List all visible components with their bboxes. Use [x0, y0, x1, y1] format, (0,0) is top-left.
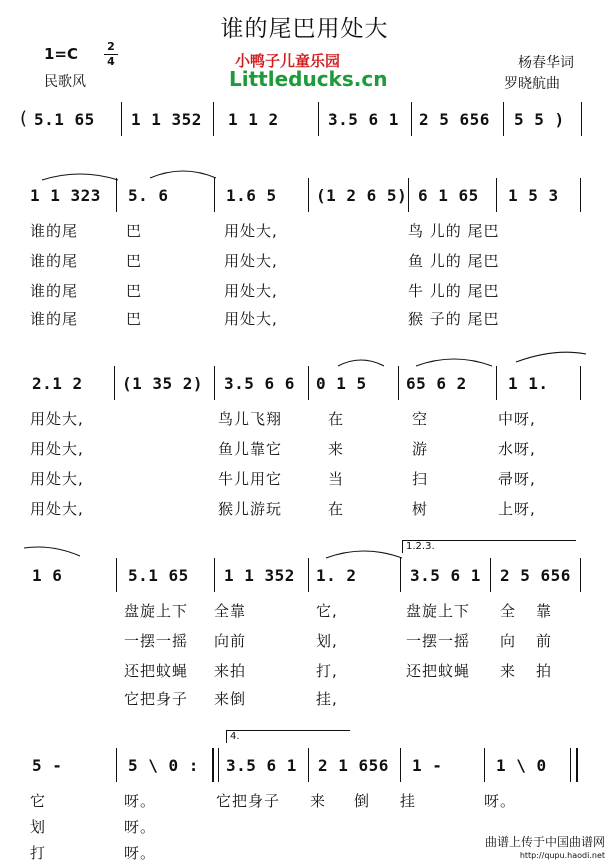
- measure-1: 1 1 323: [30, 186, 101, 205]
- lyric: 倒: [354, 792, 371, 810]
- lyric: 它,: [316, 602, 338, 620]
- watermark-url: Littleducks.cn: [229, 67, 388, 91]
- barline: [400, 558, 401, 592]
- measure-1: 1 6: [32, 566, 63, 585]
- measure-5: 3.5 6 1: [410, 566, 481, 585]
- lyric: 用处大,: [30, 500, 84, 518]
- barline: [581, 102, 582, 136]
- lyric: 鸟儿飞翔: [218, 410, 283, 428]
- barline: [214, 178, 215, 212]
- measure-6: 1 \ 0: [496, 756, 547, 775]
- lyric: 呀。: [124, 792, 157, 810]
- lyric: 用处大,: [224, 310, 278, 328]
- lyric: 盘旋上下: [124, 602, 189, 620]
- measure-6: 5 5 ): [514, 110, 565, 129]
- lyric: 水呀,: [498, 440, 536, 458]
- lyric: 打: [30, 844, 47, 862]
- lyric: 猴儿游玩: [218, 500, 283, 518]
- lyric: 一摆一摇: [124, 632, 189, 650]
- song-style: 民歌风: [44, 74, 86, 90]
- lyric: 它把身子: [216, 792, 281, 810]
- barline: [580, 178, 581, 212]
- footer-line-1: 曲谱上传于中国曲谱网: [484, 835, 605, 849]
- lyric: 来倒: [214, 690, 247, 708]
- slur: [22, 544, 82, 558]
- slur: [414, 354, 494, 368]
- lyric: 划: [30, 818, 47, 836]
- lyric: 划,: [316, 632, 338, 650]
- lyric: 谁的尾: [30, 222, 79, 240]
- lyric: 向: [500, 632, 517, 650]
- score-row-1: [18, 102, 590, 138]
- lyric: 它: [30, 792, 47, 810]
- barline: [114, 366, 115, 400]
- measure-3: 1 1 352: [224, 566, 295, 585]
- lyric: 鱼儿靠它: [218, 440, 283, 458]
- lyric: 向前: [214, 632, 247, 650]
- score-row-4: [18, 558, 590, 594]
- volta-4: 4.: [226, 730, 350, 743]
- barline: [213, 102, 214, 136]
- source-footer: [485, 836, 605, 862]
- lyric: 游: [412, 440, 429, 458]
- barline: [214, 366, 215, 400]
- lyric: 在: [328, 500, 345, 518]
- barline: [484, 748, 485, 782]
- lyric: 拍: [536, 662, 553, 680]
- barline: [496, 366, 497, 400]
- measure-4: 0 1 5: [316, 374, 367, 393]
- measure-5: 65 6 2: [406, 374, 467, 393]
- lyric: 来: [500, 662, 517, 680]
- final-barline: [576, 748, 578, 782]
- volta-1-2-3: 1.2.3.: [402, 540, 576, 553]
- time-signature: [104, 41, 118, 68]
- measure-2: (1 35 2): [122, 374, 204, 393]
- slur: [514, 350, 588, 364]
- lyric: 巴: [126, 310, 143, 328]
- lyric: 全靠: [214, 602, 247, 620]
- lyricist-credit: 杨春华词: [518, 55, 574, 71]
- barline: [308, 558, 309, 592]
- lyric: 牛儿用它: [218, 470, 283, 488]
- barline: [116, 558, 117, 592]
- measure-2: 5. 6: [128, 186, 169, 205]
- lyric: 还把蚊蝇: [406, 662, 471, 680]
- lyric: 靠: [536, 602, 553, 620]
- barline: [318, 102, 319, 136]
- barline: [408, 178, 409, 212]
- lyric: 上呀,: [498, 500, 536, 518]
- barline: [570, 748, 571, 782]
- lyric: 用处大,: [30, 470, 84, 488]
- lyric: 巴: [126, 282, 143, 300]
- song-title: 谁的尾巴用处大: [220, 16, 389, 42]
- lyric: 谁的尾: [30, 282, 79, 300]
- measure-2: 5.1 65: [128, 566, 189, 585]
- lyric: 树: [412, 500, 429, 518]
- score-row-5: [18, 748, 590, 784]
- measure-5: 1 -: [412, 756, 443, 775]
- lyric: 来拍: [214, 662, 247, 680]
- measure-6: 1 5 3: [508, 186, 559, 205]
- lyric: 挂,: [316, 690, 338, 708]
- measure-4: (1 2 6 5): [316, 186, 408, 205]
- lyric: 来: [310, 792, 327, 810]
- lyric: 扫: [412, 470, 429, 488]
- lyric: 用处大,: [224, 282, 278, 300]
- measure-3: 3.5 6 6: [224, 374, 295, 393]
- barline: [490, 558, 491, 592]
- barline: [411, 102, 412, 136]
- lyric: 猴 子的 尾巴: [408, 310, 500, 328]
- slur: [324, 546, 404, 560]
- time-signature-bottom: 4: [107, 55, 115, 68]
- barline: [503, 102, 504, 136]
- barline: [398, 366, 399, 400]
- measure-6: 2 5 656: [500, 566, 571, 585]
- lyric: 用处大,: [30, 410, 84, 428]
- lyric: 牛 儿的 尾巴: [408, 282, 500, 300]
- lyric: 用处大,: [30, 440, 84, 458]
- lyric: 帚呀,: [498, 470, 536, 488]
- barline: [121, 102, 122, 136]
- barline: [580, 366, 581, 400]
- lyric: 来: [328, 440, 345, 458]
- lyric: 在: [328, 410, 345, 428]
- measure-4: 2 1 656: [318, 756, 389, 775]
- measure-4: 3.5 6 1: [328, 110, 399, 129]
- barline: [400, 748, 401, 782]
- measure-6: 1 1.: [508, 374, 549, 393]
- lyric: 挂: [400, 792, 417, 810]
- lyric: 空: [412, 410, 429, 428]
- intro-open-paren: (: [20, 108, 28, 129]
- measure-4: 1. 2: [316, 566, 357, 585]
- repeat-end-barline: [212, 748, 214, 782]
- lyric: 前: [536, 632, 553, 650]
- slur: [40, 168, 120, 182]
- slur: [336, 354, 386, 368]
- score-row-3: [18, 366, 590, 402]
- lyric: 当: [328, 470, 345, 488]
- measure-2: 5 \ 0 :: [128, 756, 199, 775]
- measure-3: 1.6 5: [226, 186, 277, 205]
- lyric: 中呀,: [498, 410, 536, 428]
- barline: [580, 558, 581, 592]
- lyric: 鸟 儿的 尾巴: [408, 222, 500, 240]
- footer-line-2[interactable]: http://qupu.haodi.net: [519, 851, 605, 860]
- lyric: 巴: [126, 252, 143, 270]
- watermark-name: 小鸭子儿童乐园: [235, 52, 341, 70]
- measure-1: 5 -: [32, 756, 63, 775]
- barline: [308, 748, 309, 782]
- lyric: 呀。: [124, 844, 157, 862]
- lyric: 打,: [316, 662, 338, 680]
- lyric: 全: [500, 602, 517, 620]
- lyric: 谁的尾: [30, 252, 79, 270]
- lyric: 还把蚊蝇: [124, 662, 189, 680]
- measure-5: 2 5 656: [419, 110, 490, 129]
- slur: [148, 166, 218, 180]
- measure-1: 2.1 2: [32, 374, 83, 393]
- measure-3: 1 1 2: [228, 110, 279, 129]
- measure-1: 5.1 65: [34, 110, 95, 129]
- lyric: 一摆一摇: [406, 632, 471, 650]
- barline: [308, 366, 309, 400]
- lyric: 巴: [126, 222, 143, 240]
- key-signature: 1=C: [44, 45, 79, 63]
- lyric: 呀。: [124, 818, 157, 836]
- barline: [308, 178, 309, 212]
- score-row-2: [18, 178, 590, 214]
- measure-2: 1 1 352: [131, 110, 202, 129]
- lyric: 用处大,: [224, 222, 278, 240]
- lyric: 盘旋上下: [406, 602, 471, 620]
- time-signature-top: 2: [107, 40, 115, 53]
- composer-credit: 罗晓航曲: [504, 76, 560, 92]
- measure-5: 6 1 65: [418, 186, 479, 205]
- lyric: 呀。: [484, 792, 517, 810]
- lyric: 鱼 儿的 尾巴: [408, 252, 500, 270]
- barline: [214, 558, 215, 592]
- barline: [218, 748, 219, 782]
- measure-3: 3.5 6 1: [226, 756, 297, 775]
- barline: [496, 178, 497, 212]
- lyric: 它把身子: [124, 690, 189, 708]
- barline: [116, 178, 117, 212]
- lyric: 用处大,: [224, 252, 278, 270]
- lyric: 谁的尾: [30, 310, 79, 328]
- barline: [116, 748, 117, 782]
